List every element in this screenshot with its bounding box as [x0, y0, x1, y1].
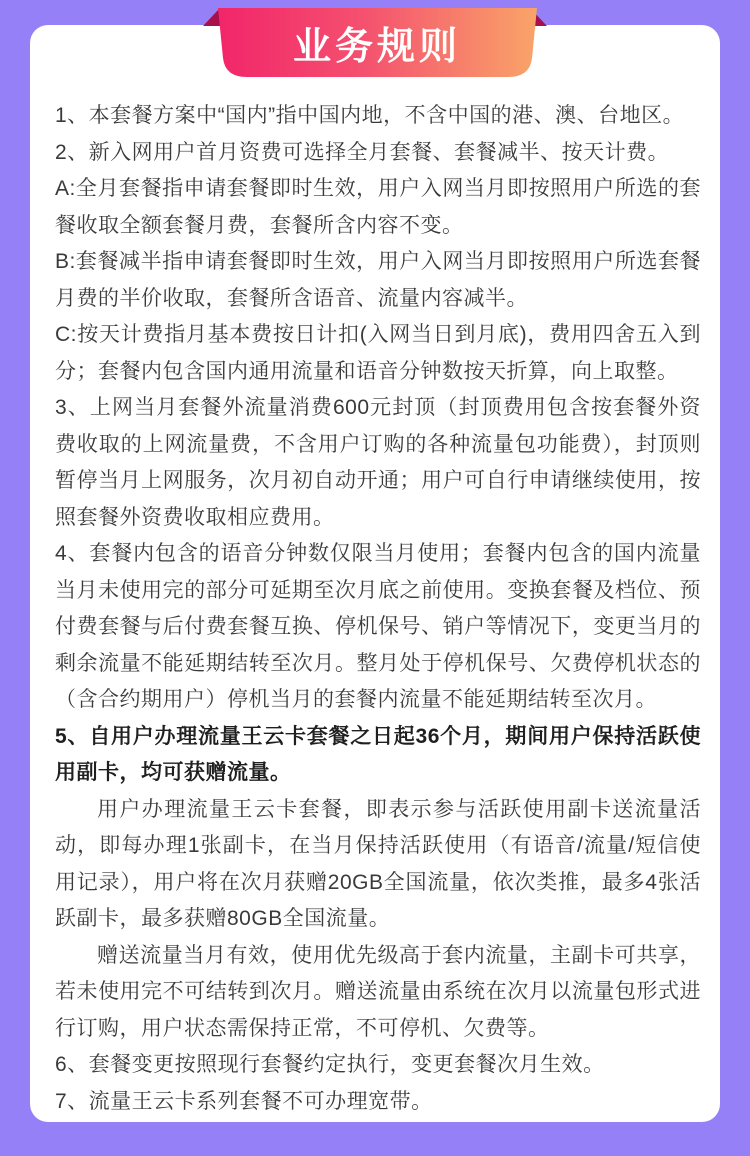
rule-5-note-2: 赠送流量当月有效，使用优先级高于套内流量，主副卡可共享，若未使用完不可结转到次月。赠送流量由系统在次月以流量包形式进行订购，用户状态需保持正常，不可停机、欠费等。 — [55, 943, 701, 1040]
rule-2c: C:按天计费指月基本费按日计扣(入网当日到月底)，费用四舍五入到分；套餐内包含国内通用流量和语音分钟数按天折算，向上取整。 — [55, 323, 701, 383]
rule-4: 4、套餐内包含的语音分钟数仅限当月使用；套餐内包含的国内流量当月未使用完的部分可延期至次月底之前使用。变换套餐及档位、预付费套餐与后付费套餐互换、停机保号、销户等情况下，变更当月的剩余流量不能延期结转至次月。整月处于停机保号、欠费停机状态的（含合约期用户）停机当月的套餐内流量不能延期结转至次月。 — [55, 542, 701, 711]
rule-3: 3、上网当月套餐外流量消费600元封顶（封顶费用包含按套餐外资费收取的上网流量费，不含用户订购的各种流量包功能费），封顶则暂停当月上网服务，次月初自动开通；用户可自行申请继续使用，按照套餐外资费收取相应费用。 — [55, 396, 701, 529]
rule-2b: B:套餐减半指申请套餐即时生效，用户入网当月即按照用户所选套餐月费的半价收取，套餐所含语音、流量内容减半。 — [55, 250, 701, 310]
rule-1: 1、本套餐方案中“国内”指中国内地，不含中国的港、澳、台地区。 — [55, 104, 685, 127]
rule-2a: A:全月套餐指申请套餐即时生效，用户入网当月即按照用户所选的套餐收取全额套餐月费，套餐所含内容不变。 — [55, 177, 701, 237]
page-title: 业务规则 — [292, 26, 462, 68]
rule-2: 2、新入网用户首月资费可选择全月套餐、套餐减半、按天计费。 — [55, 140, 670, 164]
rule-5: 5、自用户办理流量王云卡套餐之日起36个月，期间用户保持活跃使用副卡，均可获赠流量。 — [55, 724, 701, 784]
rule-7: 7、流量王云卡系列套餐不可办理宽带。 — [55, 1089, 433, 1113]
rule-5-note-1: 用户办理流量王云卡套餐，即表示参与活跃使用副卡送流量活动，即每办理1张副卡，在当月保持活跃使用（有语音/流量/短信使用记录），用户将在次月获赠20GB全国流量，依次类推，最多4张活跃副卡，最多获赠80GB全国流量。 — [55, 797, 701, 930]
ribbon-banner — [199, 5, 551, 85]
rule-6: 6、套餐变更按照现行套餐约定执行，变更套餐次月生效。 — [55, 1053, 605, 1076]
ribbon-fold-left-icon — [203, 9, 221, 26]
rules-text-block — [55, 98, 701, 1120]
